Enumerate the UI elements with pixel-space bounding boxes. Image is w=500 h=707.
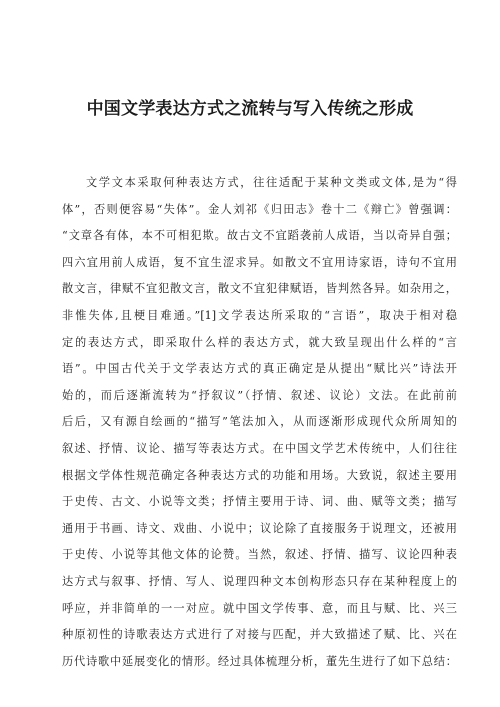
- text-line: 体”，否则便容易“失体”。金人刘祁《归田志》卷十二《辩亡》曾强调：: [62, 202, 457, 216]
- text-line: 达方式与叙事、抒情、写人、说理四种文本创构形态只存在某种程度上的: [62, 574, 457, 588]
- text-line: 根据文学体性规范确定各种表达方式的功能和用场。大致说，叙述主要用: [62, 468, 457, 482]
- text-line: 通用于书画、诗文、戏曲、小说中；议论除了直接服务于说理文，还被用: [62, 521, 457, 535]
- text-line: 种原初性的诗歌表达方式进行了对接与匹配，并大致描述了赋、比、兴在: [62, 628, 457, 642]
- text-line: 非惟失体,且梗目难通。”[1]文学表达所采取的“言语”，取决于相对稳: [62, 308, 457, 322]
- text-line: 叙述、抒情、议论、描写等表达方式。在中国文学艺术传统中，人们往往: [62, 441, 457, 455]
- text-line: 始的，而后逐渐流转为“抒叙议”（抒情、叙述、议论）文法。在此前前: [62, 388, 457, 402]
- text-line: 散文言，律赋不宜犯散文言，散文不宜犯律赋语，皆判然各异。如杂用之，: [62, 282, 457, 296]
- text-line: 于史传、小说等其他文体的论赞。当然，叙述、抒情、描写、议论四种表: [62, 548, 457, 562]
- text-line: 后后，又有源自绘画的“描写”笔法加入，从而逐渐形成现代众所周知的: [62, 415, 457, 429]
- document-title: 中国文学表达方式之流转与写入传统之形成: [86, 99, 414, 119]
- text-line: 四六宜用前人成语，复不宜生涩求异。如散文不宜用诗家语，诗句不宜用: [62, 255, 457, 269]
- text-line: 定的表达方式，即采取什么样的表达方式，就大致呈现出什么样的“言: [62, 335, 457, 349]
- text-line: 历代诗歌中延展变化的情形。经过具体梳理分析，董先生进行了如下总结：: [62, 654, 457, 668]
- text-line: 文学文本采取何种表达方式，往往适配于某种文类或文体,是为“得: [86, 176, 457, 189]
- body-paragraph: [62, 170, 457, 675]
- text-line: “文章各有体，本不可相犯欺。故古文不宜蹈袭前人成语，当以奇异自强；: [62, 229, 457, 243]
- text-line: 于史传、古文、小说等文类；抒情主要用于诗、词、曲、赋等文类；描写: [62, 495, 457, 509]
- text-line: 呼应，并非简单的一一对应。就中国文学传事、意，而且与赋、比、兴三: [62, 601, 457, 615]
- text-line: 语”。中国古代关于文学表达方式的真正确定是从提出“赋比兴”诗法开: [62, 362, 457, 376]
